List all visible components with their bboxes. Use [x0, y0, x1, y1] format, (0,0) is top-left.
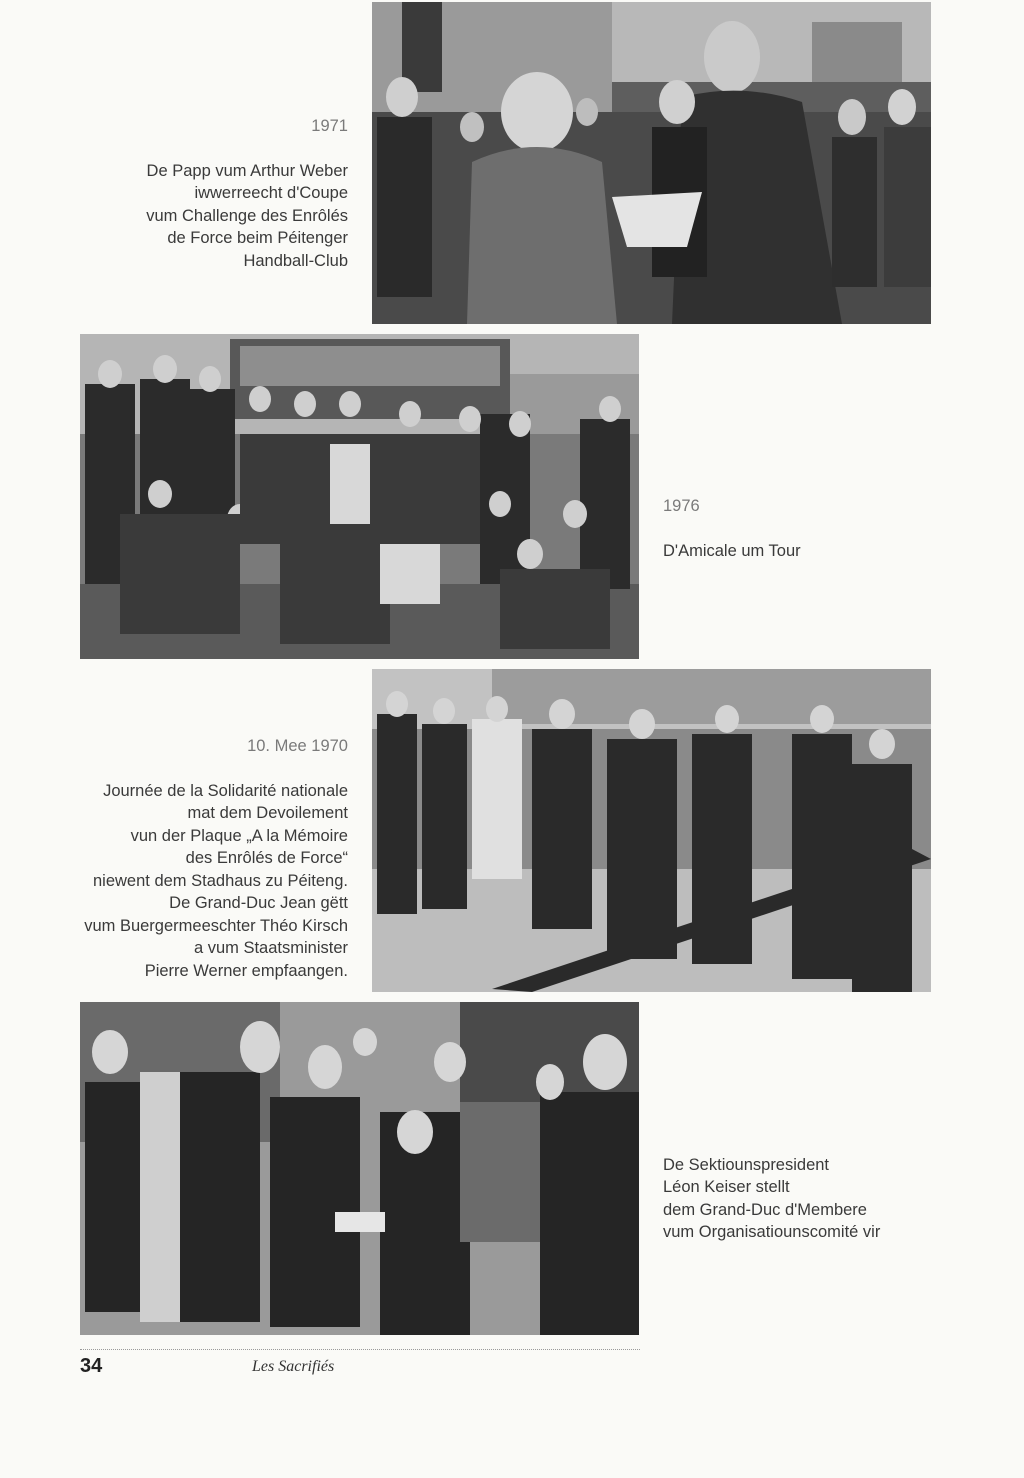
caption-1970-text: Journée de la Solidarité nationale mat dem Devoilement vun der Plaque „A la Mémoire des Enrôlés de Force“ niewent dem Stadhaus zu Péiteng. De Grand-Duc Jean gëtt vum Buergermeeschter Théo Kirsch a vum Staatsminister Pierre Werner empfaangen.	[84, 781, 348, 980]
caption-sektiounspresident-text: De Sektiounspresident Léon Keiser stellt dem Grand-Duc d'Membere vum Organisatiounscomité vir	[663, 1155, 881, 1241]
caption-sektiounspresident	[663, 1131, 993, 1266]
caption-1976-year: 1976	[663, 496, 700, 515]
caption-1971-text: De Papp vum Arthur Weber iwwerreecht d'Coupe vum Challenge des Enrôlés de Force beim Péitenger Handball-Club	[146, 161, 348, 270]
caption-1970-year: 10. Mee 1970	[247, 736, 348, 755]
photo-1970-solidarite	[372, 669, 931, 992]
photo-1976-group	[80, 334, 639, 659]
footer-divider	[80, 1349, 640, 1350]
caption-1976	[663, 472, 963, 585]
caption-1970	[40, 712, 348, 1005]
page-number: 34	[80, 1355, 103, 1377]
caption-1971-year: 1971	[311, 116, 348, 135]
publication-title: Les Sacrifiés	[252, 1358, 335, 1375]
photo-sektiounspresident	[80, 1002, 639, 1335]
photo-1971-trophy	[372, 2, 931, 324]
caption-1971	[80, 92, 348, 295]
caption-1976-text: D'Amicale um Tour	[663, 541, 801, 560]
